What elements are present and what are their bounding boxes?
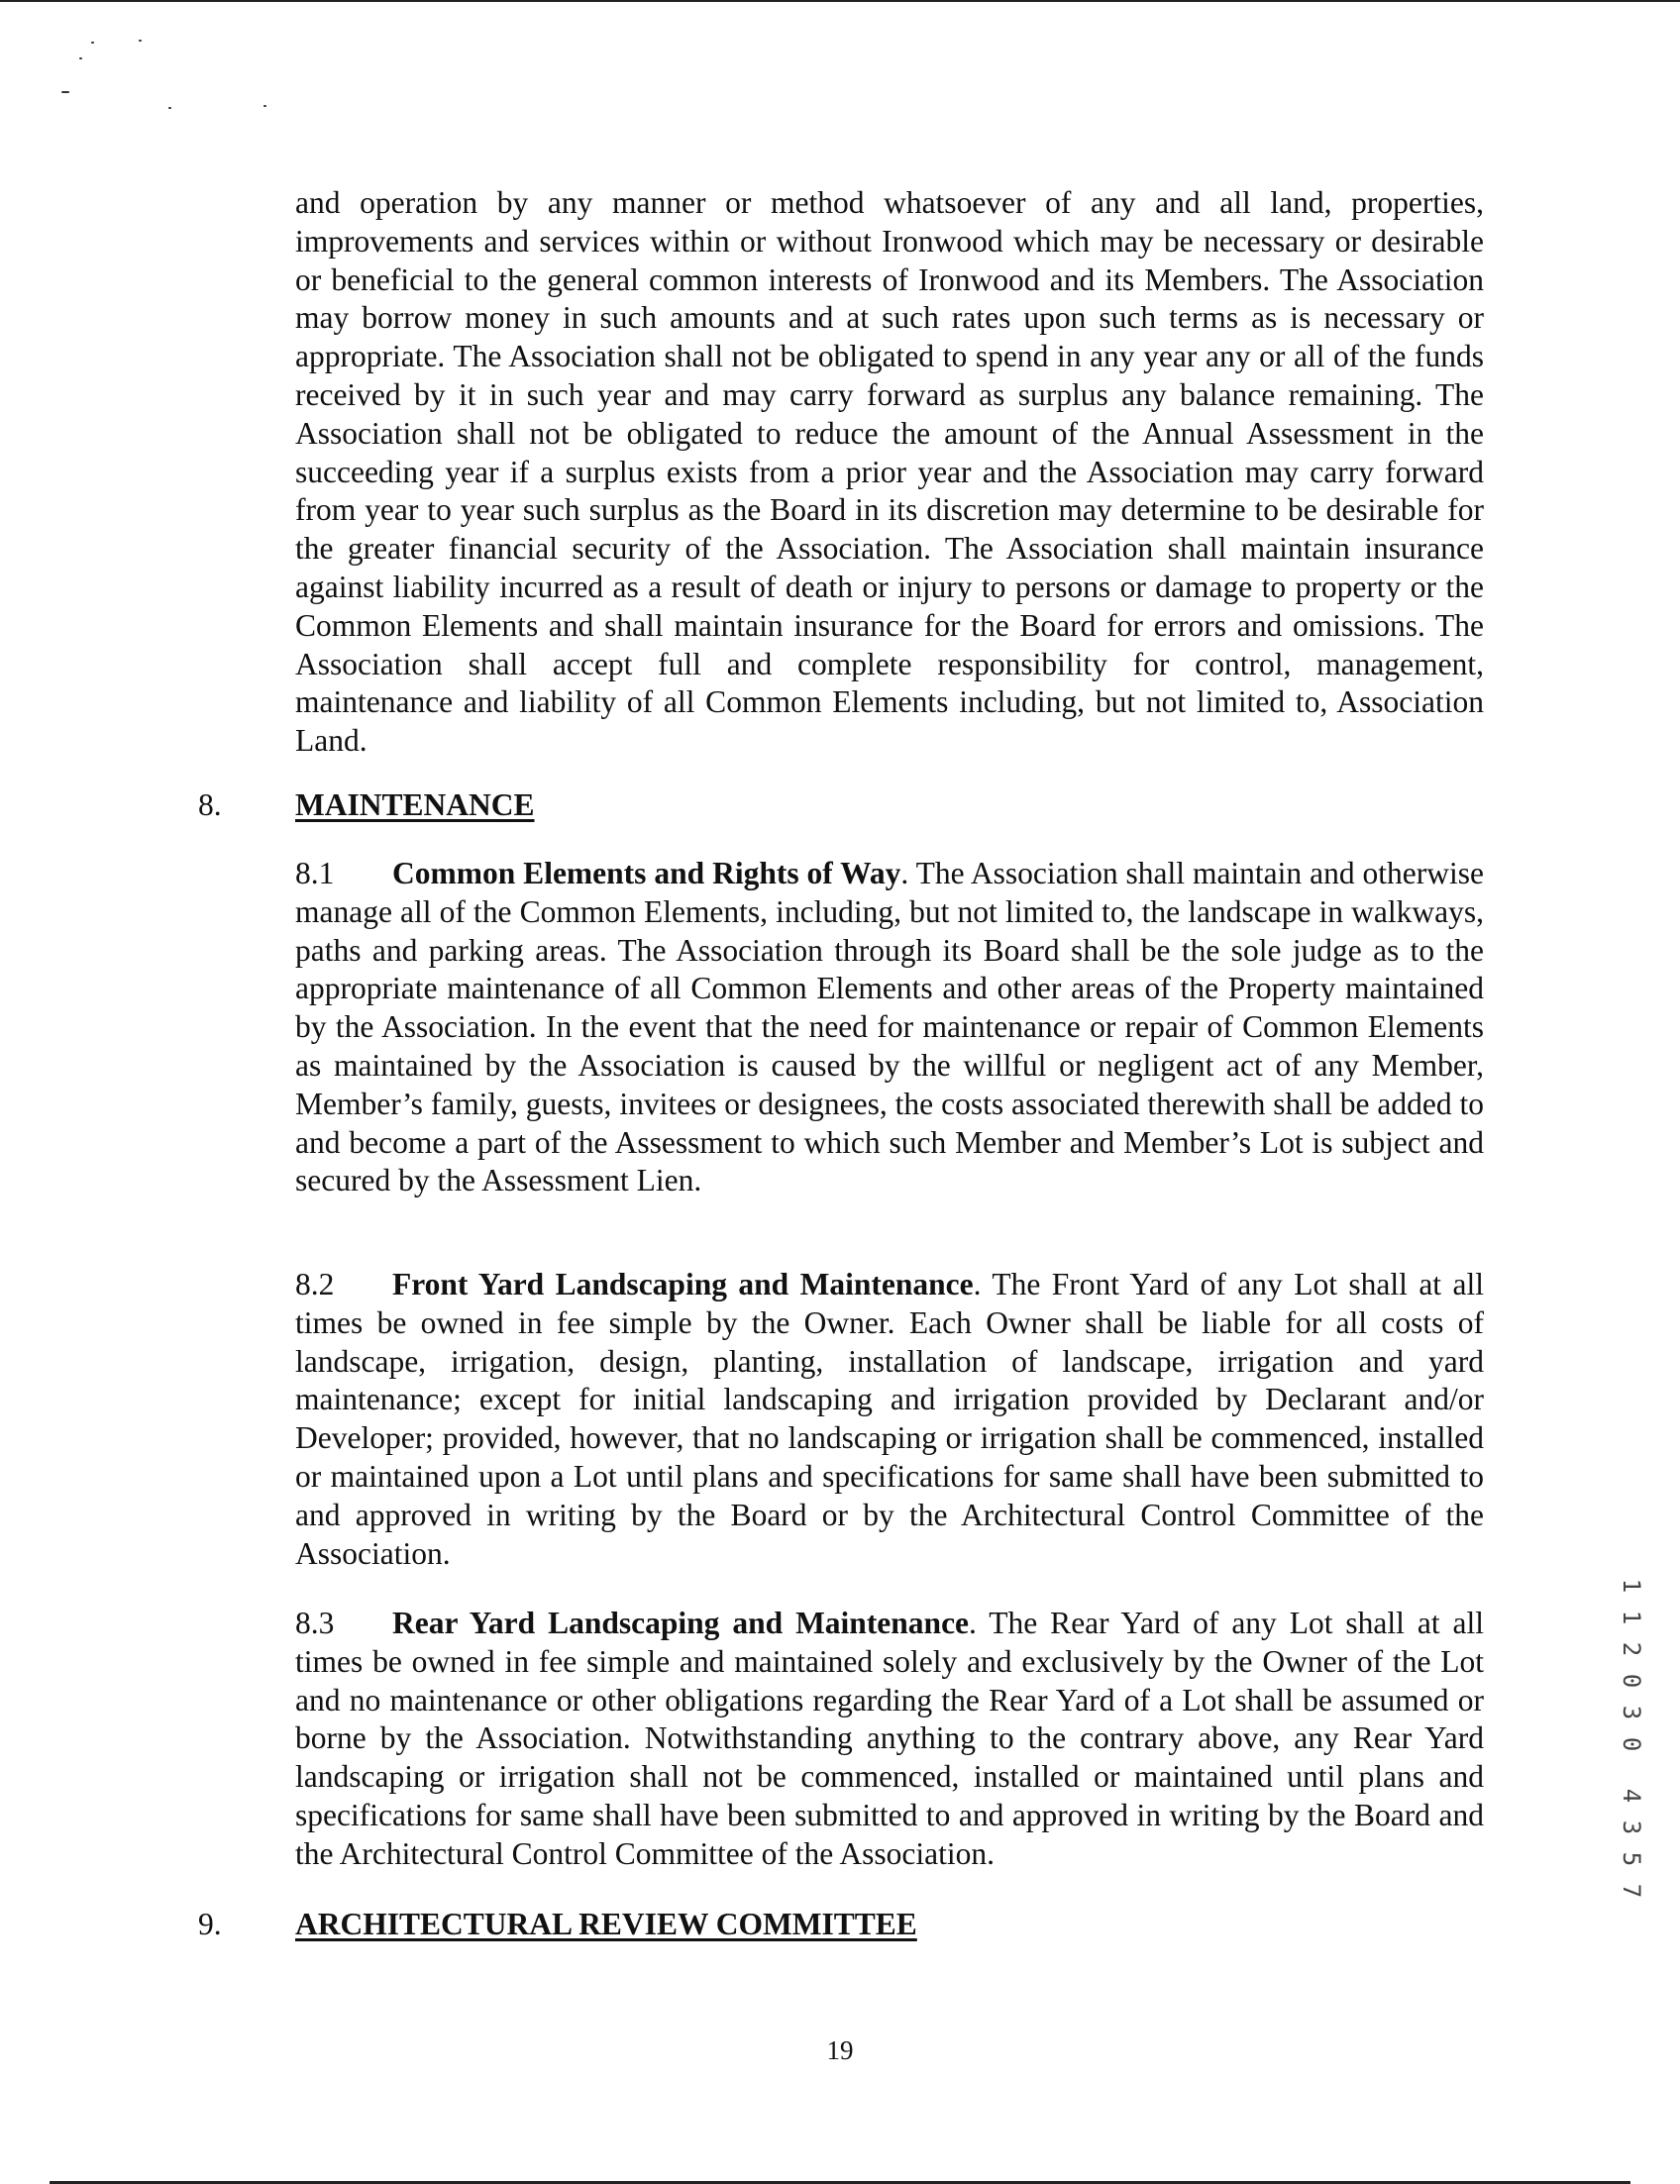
- margin-stamp-digit: 1: [1618, 1578, 1645, 1594]
- margin-stamp-digit: 0: [1618, 1736, 1645, 1752]
- scan-speck: [61, 91, 69, 93]
- section-heading: MAINTENANCE: [295, 787, 535, 822]
- subsection-paragraph: [295, 1605, 1484, 1874]
- margin-stamp-digit: 2: [1618, 1641, 1645, 1657]
- scan-speck: [139, 40, 142, 42]
- subsection-text: . The Rear Yard of any Lot shall at all times be owned in fee simple and maintained solely and exclusively by the Owner of the Lot and no maintenance or other obligations regarding the Rear Yard of a Lot shall be assumed or borne by the Association. Notwithstanding anything to the contrary above, any Rear Yard landscaping or irrigation shall not be commenced, installed or maintained until plans and specifications for same shall have been submitted to and approved in writing by the Board and the Architectural Control Committee of the Association.: [295, 1606, 1484, 1871]
- scan-speck: [91, 42, 94, 44]
- scan-speck: [79, 57, 82, 59]
- subsection-title: Rear Yard Landscaping and Maintenance: [392, 1606, 970, 1640]
- subsection-title: Common Elements and Rights of Way: [392, 856, 901, 890]
- margin-stamp-digit: 5: [1618, 1851, 1645, 1867]
- margin-stamp: [1617, 1570, 1646, 1907]
- margin-stamp-digit: 4: [1618, 1788, 1645, 1804]
- margin-stamp-digit: 3: [1618, 1705, 1645, 1720]
- section-number: 8.: [198, 787, 222, 822]
- margin-stamp-digit: 0: [1618, 1673, 1645, 1689]
- scan-top-edge: [0, 0, 1680, 2]
- margin-stamp-digit: 1: [1618, 1610, 1645, 1625]
- subsection-number: 8.3: [295, 1606, 335, 1640]
- margin-stamp-digit: 7: [1618, 1883, 1645, 1899]
- subsection-paragraph: [295, 855, 1484, 1200]
- subsection-text: . The Front Yard of any Lot shall at all times be owned in fee simple by the Owner. Each Owner shall be liable for all costs of landscape, irrigation, design, planting, installation of landscape, irrigation and yard maintenance; except for initial landscaping and irrigation provided by Declarant and/or Developer; provided, however, that no landscaping or irrigation shall be commenced, installed or maintained upon a Lot until plans and specifications for same shall have been submitted to and approved in writing by the Board or by the Architectural Control Committee of the Association.: [295, 1267, 1484, 1571]
- section-heading: ARCHITECTURAL REVIEW COMMITTEE: [295, 1907, 917, 1941]
- subsection-title: Front Yard Landscaping and Maintenance: [392, 1267, 974, 1301]
- section-number: 9.: [198, 1907, 222, 1941]
- subsection-text: . The Association shall maintain and otherwise manage all of the Common Elements, including, but not limited to, the landscape in walkways, paths and parking areas. The Association through its Board shall be the sole judge as to the appropriate maintenance of all Common Elements and other areas of the Property maintained by the Association. In the event that the need for maintenance or repair of Common Elements as maintained by the Association is caused by the willful or negligent act of any Member, Member’s family, guests, invitees or designees, the costs associated therewith shall be added to and become a part of the Assessment to which such Member and Member’s Lot is subject and secured by the Assessment Lien.: [295, 856, 1484, 1198]
- intro-paragraph: and operation by any manner or method whatsoever of any and all land, properties, improvements and services within or without Ironwood which may be necessary or desirable or beneficial to the general common interests of Ironwood and its Members. The Association may borrow money in such amounts and at such rates upon such terms as is necessary or appropriate. The Association shall not be obligated to spend in any year any or all of the funds received by it in such year and may carry forward as surplus any balance remaining. The Association shall not be obligated to reduce the amount of the Annual Assessment in the succeeding year if a surplus exists from a prior year and the Association may carry forward from year to year such surplus as the Board in its discretion may determine to be desirable for the greater financial security of the Association. The Association shall maintain insurance against liability incurred as a result of death or injury to persons or damage to property or the Common Elements and shall maintain insurance for the Board for errors and omissions. The Association shall accept full and complete responsibility for control, management, maintenance and liability of all Common Elements including, but not limited to, Association Land.: [295, 185, 1484, 759]
- scan-speck: [263, 105, 266, 107]
- scan-speck: [168, 107, 171, 109]
- margin-stamp-digit: 3: [1618, 1820, 1645, 1835]
- subsection-number: 8.1: [295, 856, 335, 890]
- page-number: 19: [826, 2035, 854, 2065]
- subsection-paragraph: [295, 1266, 1484, 1573]
- subsection-number: 8.2: [295, 1267, 335, 1301]
